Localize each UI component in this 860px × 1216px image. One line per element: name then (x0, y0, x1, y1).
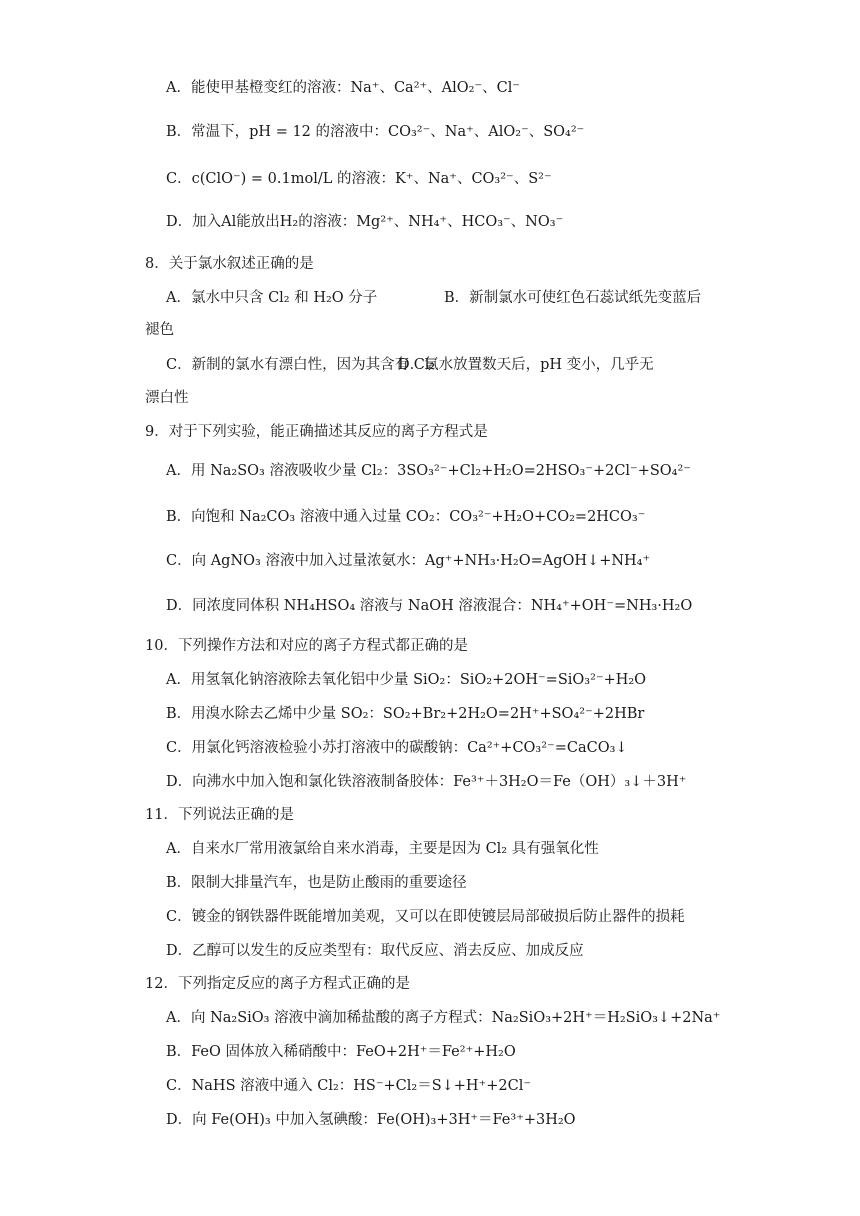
question-8: 8．关于氯水叙述正确的是 (145, 256, 314, 272)
q12-option-d: D．向 Fe(OH)₃ 中加入氢碘酸：Fe(OH)₃+3H⁺＝Fe³⁺+3H₂O (166, 1112, 576, 1128)
q12-option-b: B．FeO 固体放入稀硝酸中：FeO+2H⁺＝Fe²⁺+H₂O (166, 1044, 516, 1060)
question-9: 9．对于下列实验，能正确描述其反应的离子方程式是 (145, 424, 488, 440)
q10-option-b: B．用溴水除去乙烯中少量 SO₂：SO₂+Br₂+2H₂O=2H⁺+SO₄²⁻+2HBr (166, 706, 645, 722)
q7-option-d: D．加入Al能放出H₂的溶液：Mg²⁺、NH₄⁺、HCO₃⁻、NO₃⁻ (166, 214, 564, 230)
q8-option-d-continued: 漂白性 (145, 390, 189, 406)
q9-option-c: C．向 AgNO₃ 溶液中加入过量浓氨水：Ag⁺+NH₃·H₂O=AgOH↓+NH₄⁺ (166, 553, 651, 569)
q9-option-b: B．向饱和 Na₂CO₃ 溶液中通入过量 CO₂：CO₃²⁻+H₂O+CO₂=2HCO₃⁻ (166, 509, 646, 525)
q10-option-d: D．向沸水中加入饱和氯化铁溶液制备胶体：Fe³⁺＋3H₂O＝Fe（OH）₃↓＋3H⁺ (166, 774, 687, 790)
q11-option-d: D．乙醇可以发生的反应类型有：取代反应、消去反应、加成反应 (166, 943, 584, 959)
question-10: 10．下列操作方法和对应的离子方程式都正确的是 (145, 638, 468, 654)
q7-option-a: A．能使甲基橙变红的溶液：Na⁺、Ca²⁺、AlO₂⁻、Cl⁻ (166, 80, 521, 96)
q11-option-b: B．限制大排量汽车，也是防止酸雨的重要途径 (166, 875, 467, 891)
q7-option-b: B．常温下，pH = 12 的溶液中：CO₃²⁻、Na⁺、AlO₂⁻、SO₄²⁻ (166, 124, 585, 140)
q12-option-a: A．向 Na₂SiO₃ 溶液中滴加稀盐酸的离子方程式：Na₂SiO₃+2H⁺＝H₂SiO₃↓+2Na⁺ (166, 1010, 721, 1026)
q9-option-a: A．用 Na₂SO₃ 溶液吸收少量 Cl₂：3SO₃²⁻+Cl₂+H₂O=2HSO₃⁻+2Cl⁻+SO₄²⁻ (166, 463, 691, 479)
q10-option-c: C．用氯化钙溶液检验小苏打溶液中的碳酸钠：Ca²⁺+CO₃²⁻=CaCO₃↓ (166, 740, 628, 756)
q8-option-b: B．新制氯水可使红色石蕊试纸先变蓝后 (444, 290, 702, 306)
q12-option-c: C．NaHS 溶液中通入 Cl₂：HS⁻+Cl₂＝S↓+H⁺+2Cl⁻ (166, 1078, 531, 1094)
q8-option-d: D．氯水放置数天后，pH 变小，几乎无 (398, 357, 654, 373)
q8-option-a: A．氯水中只含 Cl₂ 和 H₂O 分子 (166, 290, 378, 306)
question-12: 12．下列指定反应的离子方程式正确的是 (145, 976, 410, 992)
q8-option-b-continued: 褪色 (145, 322, 174, 338)
q11-option-c: C．镀金的钢铁器件既能增加美观，又可以在即使镀层局部破损后防止器件的损耗 (166, 909, 685, 925)
q9-option-d: D．同浓度同体积 NH₄HSO₄ 溶液与 NaOH 溶液混合：NH₄⁺+OH⁻=NH₃·H₂O (166, 598, 693, 614)
q7-option-c: C．c(ClO⁻) = 0.1mol/L 的溶液：K⁺、Na⁺、CO₃²⁻、S²⁻ (166, 171, 552, 187)
q8-option-c: C．新制的氯水有漂白性，因为其含有 Cl₂ (166, 357, 436, 373)
q11-option-a: A．自来水厂常用液氯给自来水消毒，主要是因为 Cl₂ 具有强氧化性 (166, 841, 599, 857)
q10-option-a: A．用氢氧化钠溶液除去氧化铝中少量 SiO₂：SiO₂+2OH⁻=SiO₃²⁻+H₂O (166, 672, 647, 688)
question-11: 11．下列说法正确的是 (145, 807, 294, 823)
